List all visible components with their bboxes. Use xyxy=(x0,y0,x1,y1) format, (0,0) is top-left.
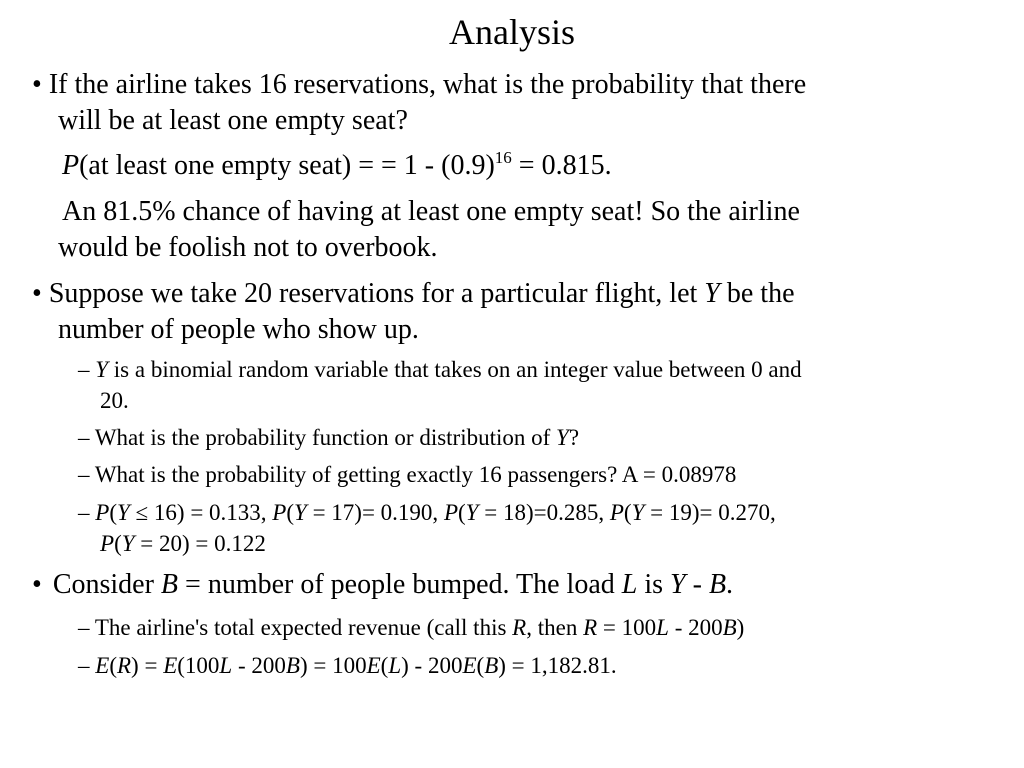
var-p: P xyxy=(443,500,458,525)
var-y: Y xyxy=(121,531,135,556)
var-y: Y xyxy=(465,500,479,525)
expectation-text: ) = xyxy=(131,653,164,678)
formula-body: (at least one empty seat) = = 1 - (0.9) xyxy=(79,150,495,181)
expectation-text: (100 xyxy=(177,653,220,678)
var-l: L xyxy=(388,653,402,678)
var-y: Y xyxy=(95,357,109,382)
probability-formula xyxy=(62,148,612,184)
expectation-text: - 200 xyxy=(232,653,286,678)
sub-bullet-4-line-2 xyxy=(100,529,266,559)
expectation-text: ( xyxy=(109,653,117,678)
bullet-icon: • xyxy=(32,569,42,600)
paren: ( xyxy=(286,500,295,525)
dash-icon: – xyxy=(78,653,90,678)
expectation-text: ) - 200 xyxy=(401,653,463,678)
var-r: R xyxy=(116,653,132,678)
bullet-1 xyxy=(32,67,806,103)
prob-value: = 17)= 0.190, xyxy=(306,500,444,525)
prob-value: = 18)=0.285, xyxy=(478,500,610,525)
var-y: Y xyxy=(294,500,307,525)
dash-icon: – xyxy=(78,357,90,382)
bullet-3 xyxy=(32,567,733,603)
var-y: Y xyxy=(556,425,569,450)
paren: ( xyxy=(109,500,117,525)
bullet-icon: • xyxy=(32,69,42,100)
bullet-3-text: - xyxy=(685,569,709,600)
bullet-2-text-line-2: number of people who show up. xyxy=(58,314,419,345)
sub-bullet-2-end: ? xyxy=(568,425,580,450)
var-b: B xyxy=(722,615,737,640)
formula-p: P xyxy=(62,150,80,181)
sub-bullet-3 xyxy=(78,460,736,490)
note-line-2: would be foolish not to overbook. xyxy=(58,232,438,263)
expectation-text: ( xyxy=(476,653,485,678)
dash-icon: – xyxy=(78,425,90,450)
prob-value: ≤ 16) = 0.133, xyxy=(129,500,273,525)
var-y: Y xyxy=(631,500,645,525)
slide-title: Analysis xyxy=(449,12,575,52)
dash-icon: – xyxy=(78,462,90,487)
var-e: E xyxy=(366,653,381,678)
var-y: Y xyxy=(116,500,130,525)
sub-bullet-3-text: What is the probability of getting exactly 16 passengers? A = 0.08978 xyxy=(94,462,737,487)
var-y: Y xyxy=(704,278,720,309)
var-b: B xyxy=(160,569,179,600)
bullet-icon: • xyxy=(32,278,42,309)
prob-value: = 20) = 0.122 xyxy=(134,531,266,556)
var-b: B xyxy=(484,653,499,678)
var-p: P xyxy=(95,500,110,525)
expectation-text: ( xyxy=(380,653,389,678)
bullet-3-text: is xyxy=(637,569,671,600)
formula-result: = 0.815. xyxy=(511,150,612,181)
revenue-text: The airline's total expected revenue (call this xyxy=(94,615,513,640)
var-b: B xyxy=(708,569,727,600)
var-b: B xyxy=(285,653,300,678)
paren: ( xyxy=(114,531,122,556)
var-p: P xyxy=(100,531,115,556)
var-l: L xyxy=(656,615,669,640)
var-l: L xyxy=(621,569,638,600)
revenue-text: ) xyxy=(736,615,745,640)
var-y: Y xyxy=(670,569,686,600)
var-p: P xyxy=(272,500,287,525)
var-r: R xyxy=(583,615,598,640)
expectation-text: ) = 1,182.81. xyxy=(498,653,617,678)
revenue-text: , then xyxy=(526,615,584,640)
var-p: P xyxy=(609,500,624,525)
bullet-1-text-line-2: will be at least one empty seat? xyxy=(58,105,408,136)
sub-bullet-5 xyxy=(78,613,744,643)
var-r: R xyxy=(512,615,527,640)
revenue-text: - 200 xyxy=(668,615,723,640)
expectation-text: ) = 100 xyxy=(299,653,367,678)
bullet-3-text: = number of people bumped. The load xyxy=(178,569,622,600)
bullet-2 xyxy=(32,276,795,312)
bullet-2-text-b: be the xyxy=(719,278,795,309)
sub-bullet-2 xyxy=(78,423,579,453)
prob-value: = 19)= 0.270, xyxy=(644,500,776,525)
var-l: L xyxy=(219,653,233,678)
sub-bullet-4 xyxy=(78,498,776,528)
sub-bullet-1-text: is a binomial random variable that takes on an integer value between 0 and xyxy=(108,357,802,382)
bullet-2-text-a: Suppose we take 20 reservations for a particular flight, let xyxy=(48,278,705,309)
sub-bullet-1-line-2: 20. xyxy=(100,388,129,413)
sub-bullet-2-text: What is the probability function or distribution of xyxy=(94,425,557,450)
bullet-3-text: Consider xyxy=(52,569,161,600)
revenue-text: = 100 xyxy=(597,615,657,640)
sub-bullet-1 xyxy=(78,355,802,385)
bullet-3-text: . xyxy=(726,569,734,600)
var-e: E xyxy=(163,653,178,678)
paren: ( xyxy=(623,500,632,525)
sub-bullet-6 xyxy=(78,651,617,681)
var-e: E xyxy=(462,653,477,678)
note-line-1: An 81.5% chance of having at least one empty seat! So the airline xyxy=(62,196,800,227)
formula-exponent: 16 xyxy=(494,148,512,167)
dash-icon: – xyxy=(78,500,90,525)
var-e: E xyxy=(95,653,110,678)
bullet-1-text-line-1: If the airline takes 16 reservations, what is the probability that there xyxy=(48,69,807,100)
dash-icon: – xyxy=(78,615,90,640)
paren: ( xyxy=(458,500,466,525)
